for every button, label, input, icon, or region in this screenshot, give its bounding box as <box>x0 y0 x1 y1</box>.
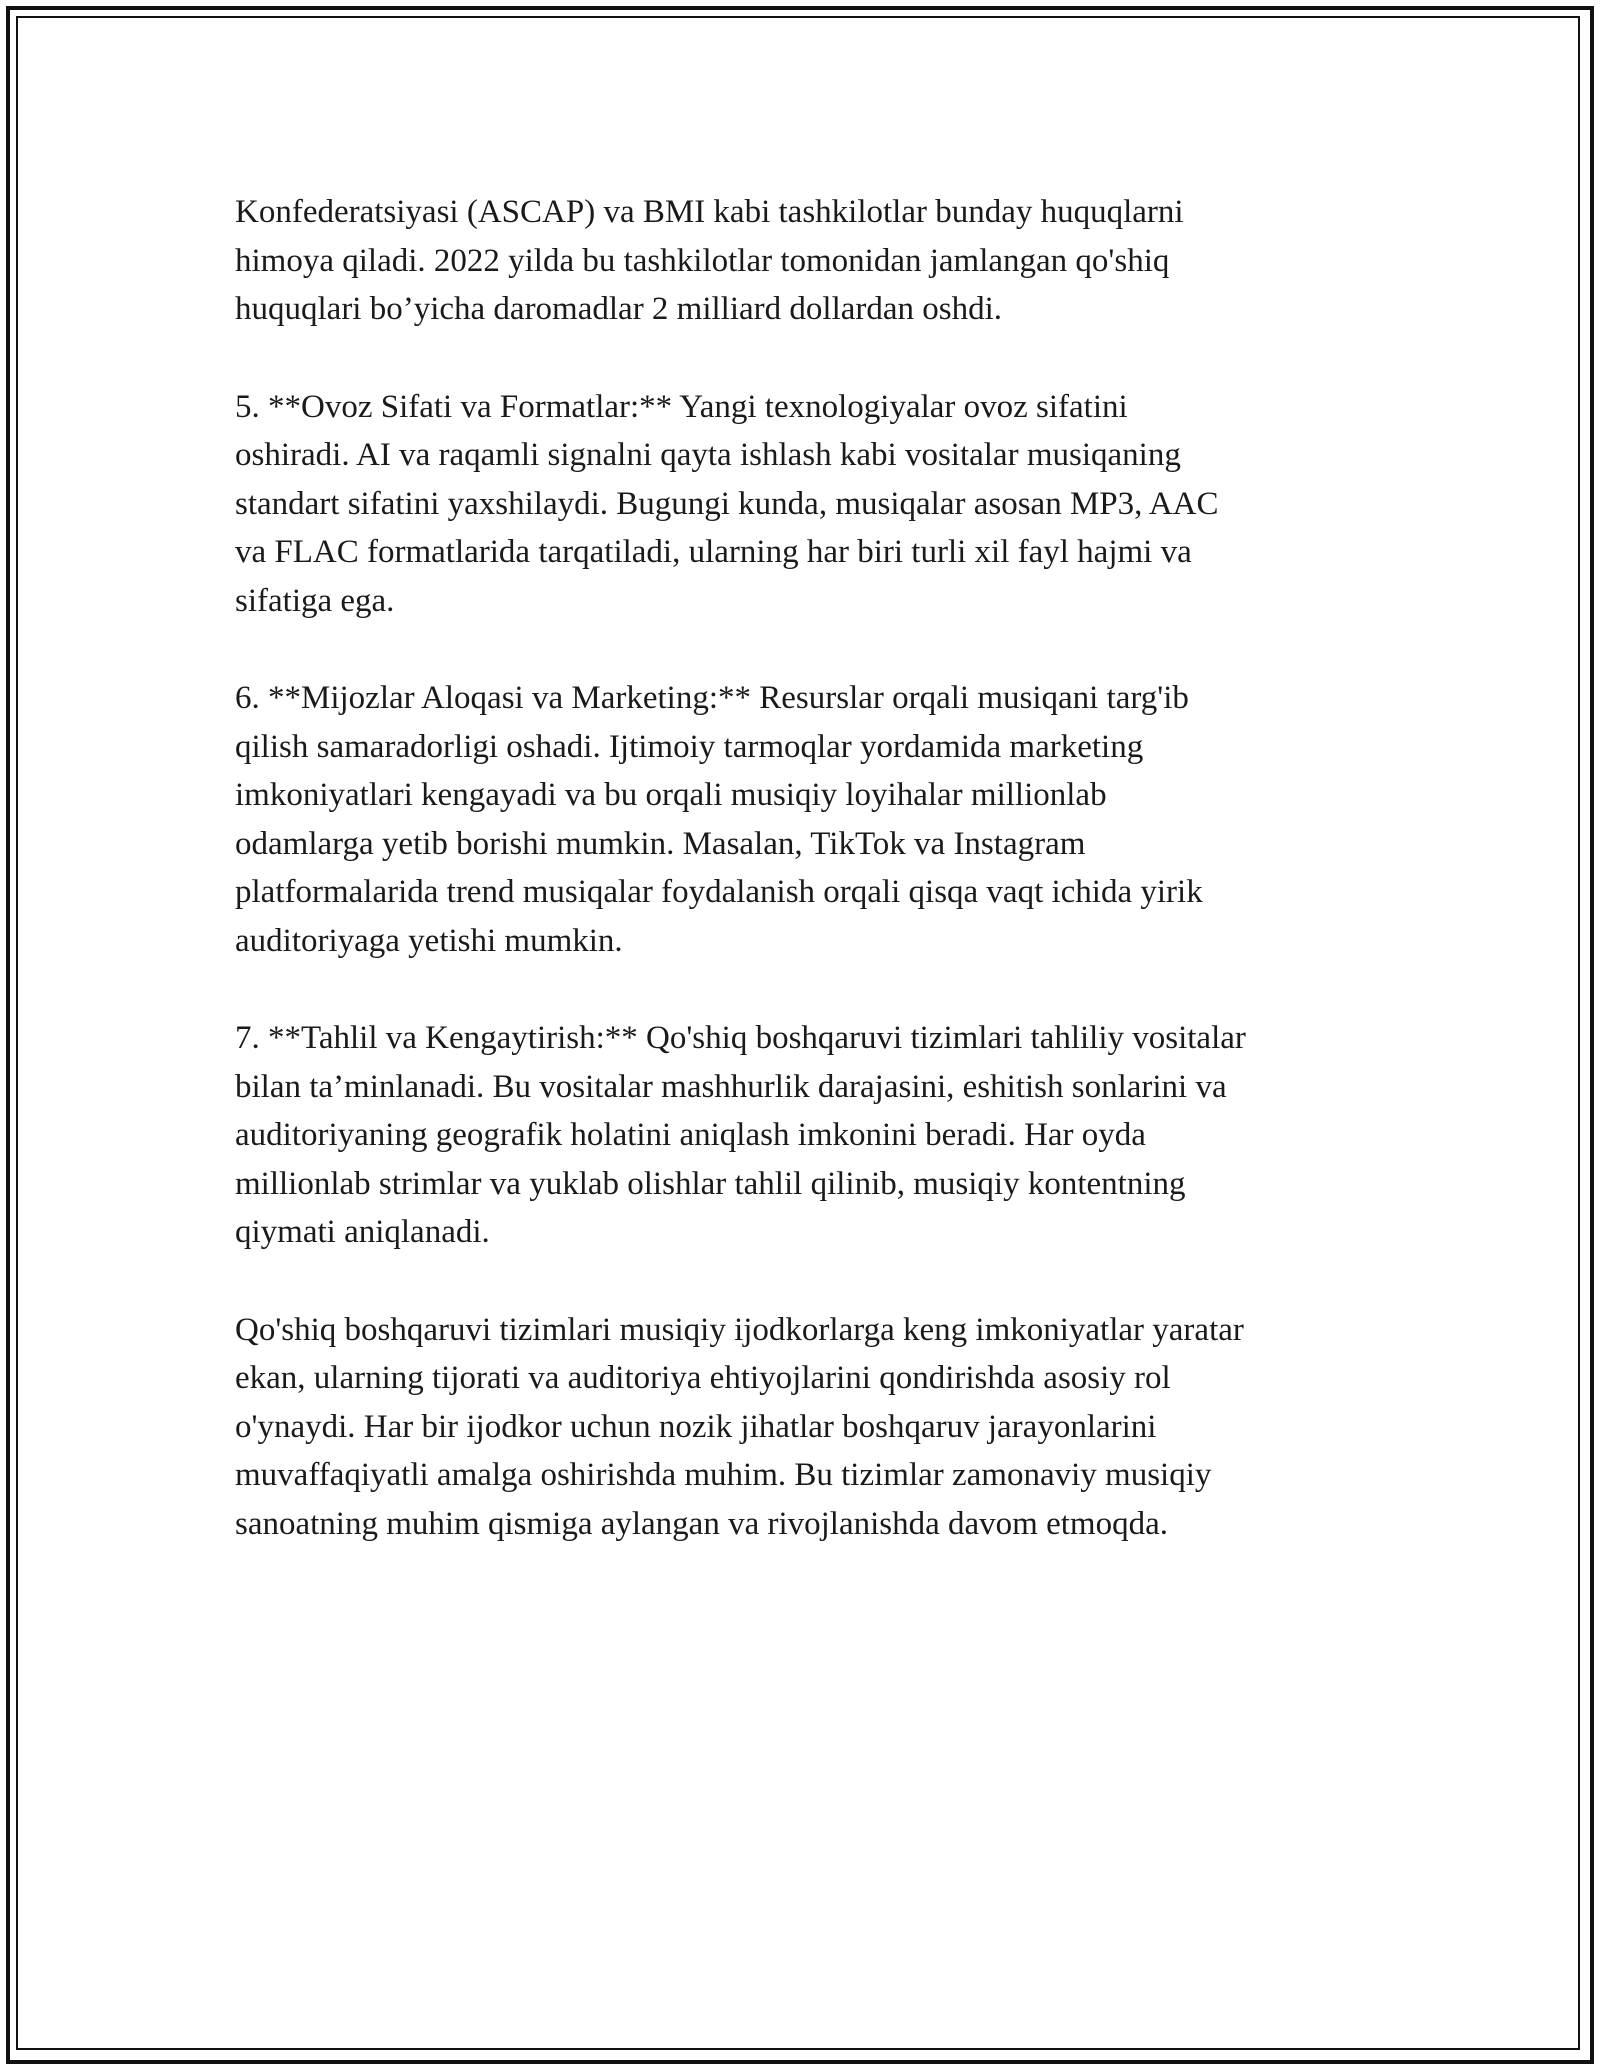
text-line: odamlarga yetib borishi mumkin. Masalan, TikTok va Instagram <box>235 825 1086 862</box>
text-line: qilish samaradorligi oshadi. Ijtimoiy tarmoqlar yordamida marketing <box>235 728 1144 765</box>
paragraph-item-5 <box>235 383 1375 626</box>
text-line: bilan ta’minlanadi. Bu vositalar mashhurlik darajasini, eshitish sonlarini va <box>235 1068 1227 1105</box>
text-line: huquqlari bo’yicha daromadlar 2 milliard dollardan oshdi. <box>235 291 1003 327</box>
text-line: sifatiga ega. <box>235 582 395 619</box>
text-line: imkoniyatlari kengayadi va bu orqali musiqiy loyihalar millionlab <box>235 777 1107 813</box>
paragraph-intro-continuation <box>235 188 1375 334</box>
text-line: Qo'shiq boshqaruvi tizimlari musiqiy ijodkorlarga keng imkoniyatlar yaratar <box>235 1311 1244 1348</box>
text-line: 7. **Tahlil va Kengaytirish:** Qo'shiq boshqaruvi tizimlari tahliliy vositalar <box>235 1020 1246 1056</box>
text-line: o'ynaydi. Har bir ijodkor uchun nozik jihatlar boshqaruv jarayonlarini <box>235 1408 1157 1445</box>
text-line: standart sifatini yaxshilaydi. Bugungi kunda, musiqalar asosan MP3, AAC <box>235 485 1219 522</box>
text-line: 6. **Mijozlar Aloqasi va Marketing:** Resurslar orqali musiqani targ'ib <box>235 680 1189 716</box>
text-line: va FLAC formatlarida tarqatiladi, ularning har biri turli xil fayl hajmi va <box>235 534 1192 570</box>
text-line: Konfederatsiyasi (ASCAP) va BMI kabi tashkilotlar bunday huquqlarni <box>235 194 1184 230</box>
paragraph-item-7 <box>235 1014 1375 1257</box>
text-line: ekan, ularning tijorati va auditoriya ehtiyojlarini qondirishda asosiy rol <box>235 1360 1171 1396</box>
paragraph-conclusion <box>235 1306 1375 1549</box>
text-line: 5. **Ovoz Sifati va Formatlar:** Yangi texnologiyalar ovoz sifatini <box>235 388 1128 425</box>
text-line: millionlab strimlar va yuklab olishlar tahlil qilinib, musiqiy kontentning <box>235 1165 1186 1202</box>
text-line: muvaffaqiyatli amalga oshirishda muhim. Bu tizimlar zamonaviy musiqiy <box>235 1457 1212 1493</box>
text-line: auditoriyaning geografik holatini aniqlash imkonini beradi. Har oyda <box>235 1117 1146 1153</box>
text-line: auditoriyaga yetishi mumkin. <box>235 922 623 959</box>
paragraph-item-6 <box>235 674 1375 965</box>
text-line: platformalarida trend musiqalar foydalanish orqali qisqa vaqt ichida yirik <box>235 874 1203 910</box>
text-line: oshiradi. AI va raqamli signalni qayta ishlash kabi vositalar musiqaning <box>235 437 1181 473</box>
text-line: sanoatning muhim qismiga aylangan va rivojlanishda davom etmoqda. <box>235 1505 1168 1542</box>
document-body <box>235 188 1375 1597</box>
text-line: qiymati aniqlanadi. <box>235 1214 490 1250</box>
text-line: himoya qiladi. 2022 yilda bu tashkilotlar tomonidan jamlangan qo'shiq <box>235 242 1170 279</box>
